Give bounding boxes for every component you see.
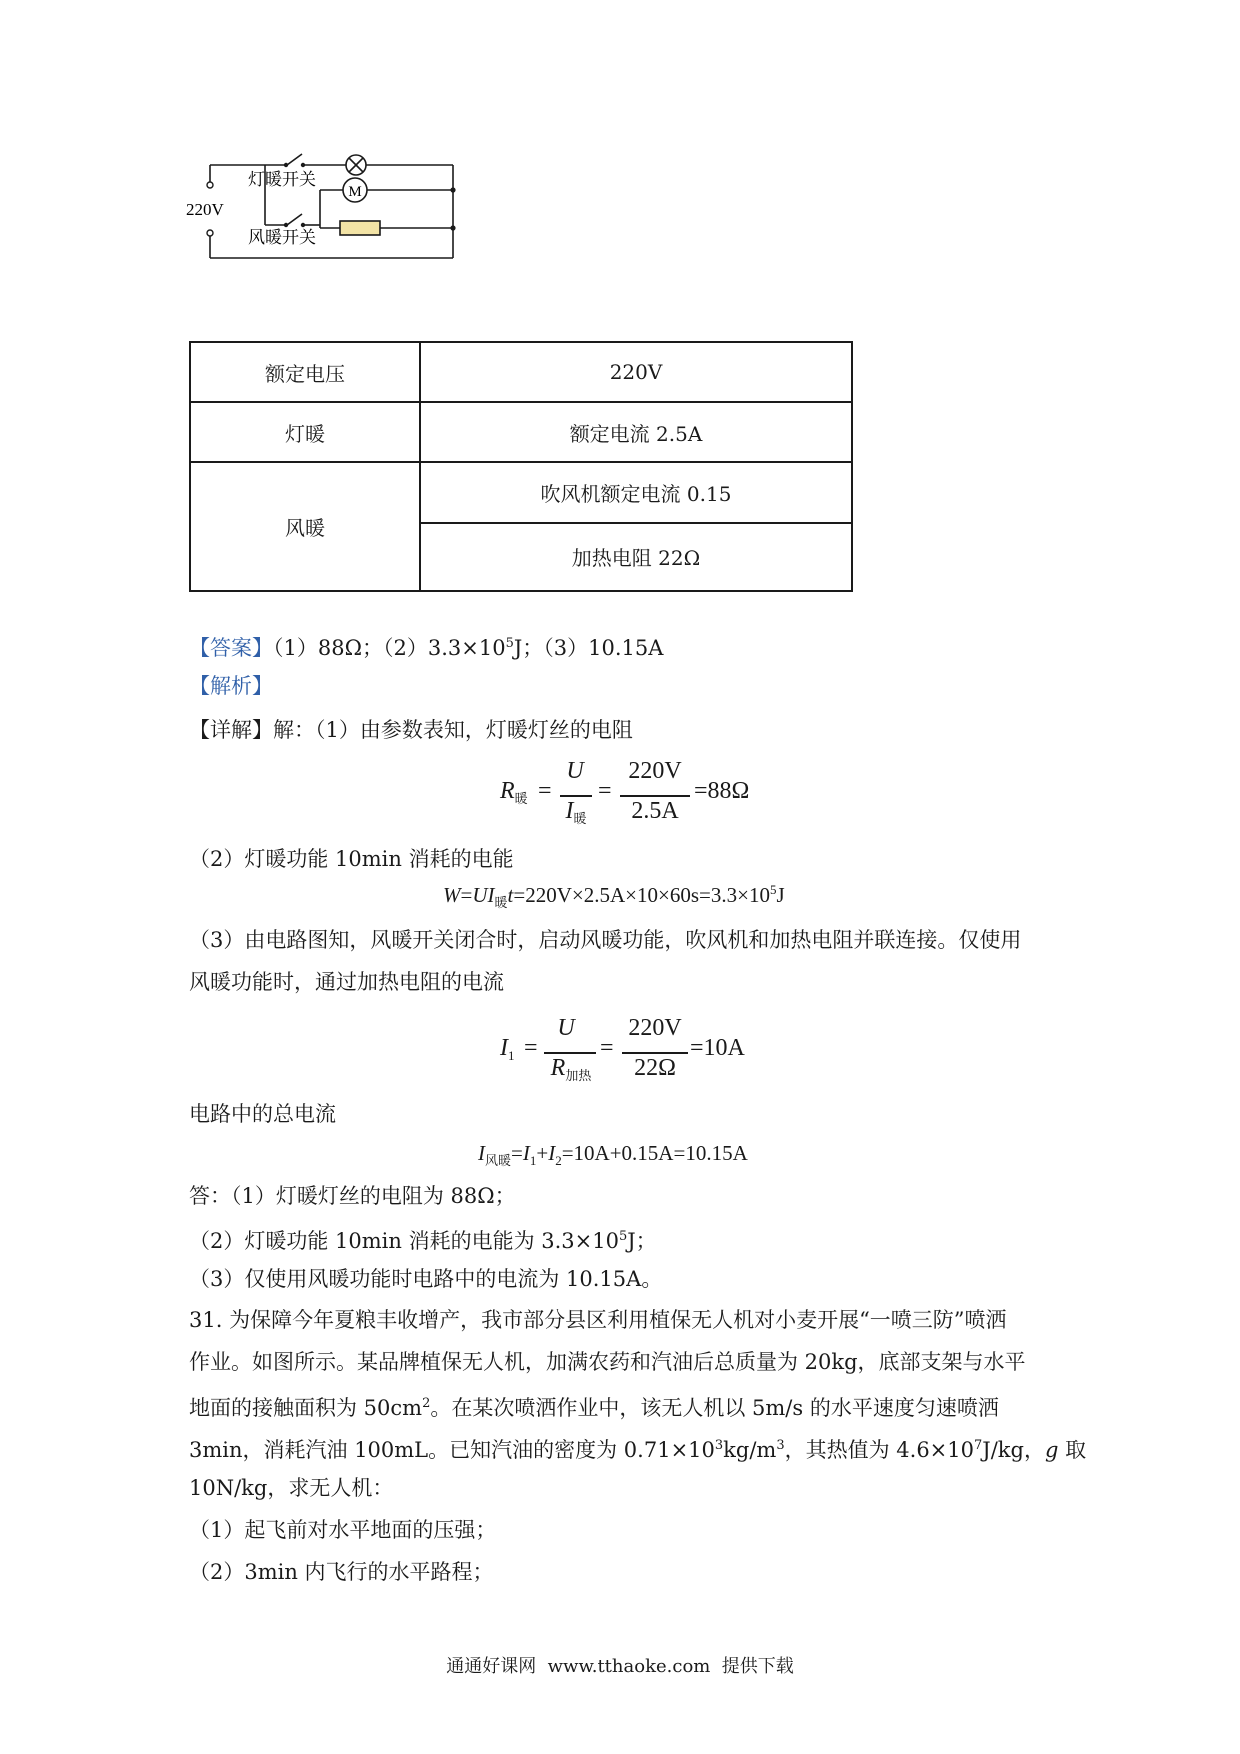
detail-line-4: 风暖功能时，通过加热电阻的电流 — [189, 970, 504, 994]
circuit-diagram — [180, 140, 460, 290]
table-row-label: 风暖 — [190, 462, 420, 591]
lamp-switch-label: 灯暖开关 — [248, 170, 316, 190]
equation-3: $I_1$ = U $R_{加热}$ = 220V 22Ω =10A — [500, 1015, 745, 1083]
fan-switch-label: 风暖开关 — [248, 228, 316, 248]
table-row-value: 220V — [420, 342, 852, 402]
equation-2: $W=UI_暖t=220V\times 2.5A\times 10\times 60s=3.3\times 10^5J$ — [443, 882, 785, 910]
answer-summary-3: （3）仅使用风暖功能时电路中的电流为 10.15A。 — [189, 1267, 663, 1291]
motor-symbol: M — [348, 184, 362, 200]
question-31-line-3: 地面的接触面积为 $50cm^2$。在某次喷洒作业中，该无人机以 5m/s 的水平速度匀速喷洒 — [189, 1396, 999, 1420]
question-31-part-1: （1）起飞前对水平地面的压强； — [189, 1518, 497, 1542]
parameter-table — [189, 341, 853, 592]
answer-summary-1: 答：（1）灯暖灯丝的电阻为 88Ω； — [189, 1184, 516, 1208]
table-row-value: 吹风机额定电流 0.15 — [420, 462, 852, 522]
answer-line: 【答案】（1）88Ω；$(2)3.3\times 10^5J$；（3）10.15A — [189, 636, 664, 660]
analysis-tag: 【解析】 — [189, 674, 273, 698]
table-row-label: 额定电压 — [190, 342, 420, 402]
answer-summary-2: （2）灯暖功能 10min 消耗的电能为 $3.3\times 10^5J$； — [189, 1229, 657, 1253]
detail-line-1: 【详解】解：（1）由参数表知，灯暖灯丝的电阻 — [189, 718, 633, 742]
answer-tag: 【答案】 — [189, 636, 273, 660]
equation-1: $R_暖$ = U $I_暖$ = 220V 2.5A =88Ω — [500, 758, 750, 826]
detail-line-2: （2）灯暖功能 10min 消耗的电能 — [189, 847, 514, 871]
voltage-label: 220V — [186, 200, 224, 219]
question-31-part-2: （2）3min 内飞行的水平路程； — [189, 1560, 494, 1584]
detail-line-5: 电路中的总电流 — [189, 1102, 336, 1126]
question-31-line-1: 31. 为保障今年夏粮丰收增产，我市部分县区利用植保无人机对小麦开展“一喷三防”喷洒 — [189, 1308, 1007, 1332]
detail-tag: 【详解】 — [189, 718, 273, 742]
question-31-line-4: 3min，消耗汽油 100mL。已知汽油的密度为 $0.71\times 10^3kg/m^3$，其热值为 $4.6\times 10^7J/kg$，g 取 — [189, 1438, 1087, 1462]
table-row-label: 灯暖 — [190, 402, 420, 462]
table-row-value: 加热电阻 22Ω — [420, 523, 852, 591]
table-row-value: 额定电流 2.5A — [420, 402, 852, 462]
detail-line-3: （3）由电路图知，风暖开关闭合时，启动风暖功能，吹风机和加热电阻并联连接。仅使用 — [189, 928, 1022, 952]
question-31-line-2: 作业。如图所示。某品牌植保无人机，加满农药和汽油后总质量为 20kg，底部支架与水平 — [189, 1350, 1026, 1374]
equation-4: $I_{风暖}=I_1+I_2=10A+0.15A=10.15A$ — [478, 1141, 748, 1168]
question-31-line-5: 10N/kg，求无人机： — [189, 1476, 394, 1500]
page-footer: 通通好课网 www.tthaoke.com 提供下载 — [446, 1656, 794, 1677]
